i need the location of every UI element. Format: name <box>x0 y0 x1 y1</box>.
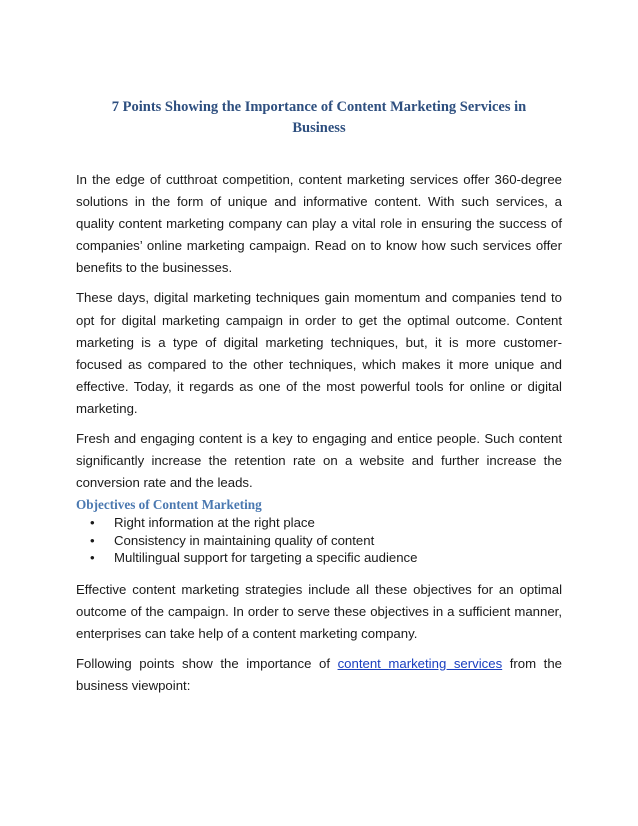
document-title: 7 Points Showing the Importance of Content Marketing Services in Business <box>111 99 527 136</box>
list-item <box>90 514 562 532</box>
content-marketing-services-link[interactable]: content marketing services <box>337 656 503 672</box>
objectives-heading: Objectives of Content Marketing <box>76 497 262 513</box>
importance-paragraph-lead: Following points show the importance of <box>76 656 338 672</box>
digital-marketing-paragraph: These days, digital marketing techniques gain momentum and companies tend to opt for digital marketing campaign in order to get the optimal outcome. Content marketing is a type of digital marketing techniques, but, it is more customer-focused as compared to the other techniques, which makes it more unique and effective. Today, it regards as one of the most powerful tools for online or digital marketing. <box>76 290 562 416</box>
list-item-text: Consistency in maintaining quality of content <box>114 532 375 548</box>
objectives-list <box>76 514 562 567</box>
bullet-icon: • <box>90 515 95 531</box>
intro-paragraph: In the edge of cutthroat competition, content marketing services offer 360-degree solutions in the form of unique and informative content. With such services, a quality content marketing company can play a vital role in ensuring the success of companies’ online marketing campaign. Read on to know how such services offer benefits to the businesses. <box>76 172 562 276</box>
list-item-text: Right information at the right place <box>114 515 315 531</box>
bullet-icon: • <box>90 550 95 566</box>
list-item <box>90 532 562 550</box>
bullet-icon: • <box>90 532 95 548</box>
engaging-content-paragraph: Fresh and engaging content is a key to engaging and entice people. Such content significantly increase the retention rate on a website and further increase the conversion rate and the leads. <box>76 431 562 491</box>
list-item-text: Multilingual support for targeting a specific audience <box>114 550 418 566</box>
importance-paragraph-tail: from the business viewpoint: <box>76 656 562 694</box>
strategies-paragraph: Effective content marketing strategies include all these objectives for an optimal outcome of the campaign. In order to serve these objectives in a sufficient manner, enterprises can take help of a content marketing company. <box>76 581 562 641</box>
list-item <box>90 549 562 567</box>
document-page <box>76 97 562 697</box>
importance-paragraph <box>76 653 562 697</box>
